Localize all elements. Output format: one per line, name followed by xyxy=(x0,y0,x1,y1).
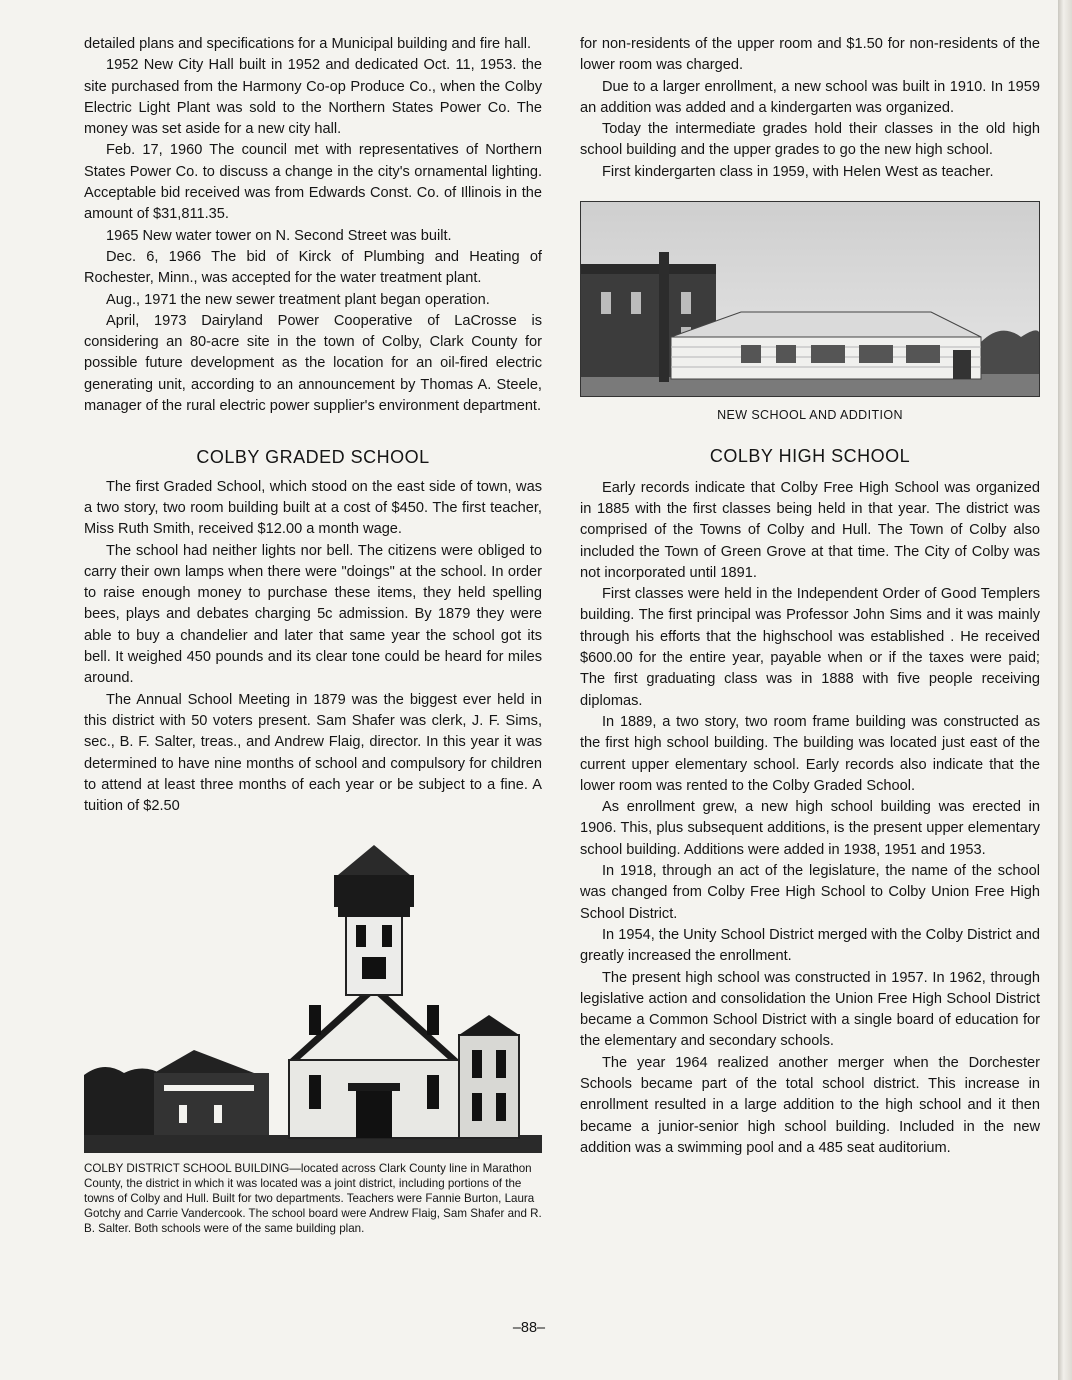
district-photo-caption: COLBY DISTRICT SCHOOL BUILDING—located across Clark County line in Marathon County, the district in which it was located was a joint district, including portions of the towns of Colby and Hull. Built for two departments. Teachers were Fannie Burton, Laura Gotchy and Carrie Vandercook. The school board were Andrew Flaig, Sam Shafer and R. B. Salter. Both schools were of the same building plan. xyxy=(84,1162,542,1236)
body-paragraph: 1965 New water tower on N. Second Street was built. xyxy=(106,227,452,244)
body-paragraph: First classes were held in the Independent Order of Good Templers building. The first principal was Professor John Sims and it was mainly through his efforts that the highschool was established . He received $600.00 for the entire year, payable when or if the taxes were paid; The first graduating class was in 1888 with five people receiving diplomas. xyxy=(580,586,1040,709)
body-paragraph: Dec. 6, 1966 The bid of Kirck of Plumbing and Heating of Rochester, Minn., was accepted for the water treatment plant. xyxy=(84,248,542,287)
body-paragraph: The year 1964 realized another merger when the Dorchester Schools became part of the total school district. This increase in enrollment resulted in a large addition to the high school and it then became a junior-senior high school building. Included in the new addition was a swimming pool and a 485 seat auditorium. xyxy=(580,1054,1040,1156)
body-paragraph: April, 1973 Dairyland Power Cooperative of LaCrosse is considering an 80-acre site in the town of Colby, Clark County for possible future development as the location for an oil-fired electric generating unit, according to an announcement by Thomas A. Steele, manager of the rural electric power supplier's environment department. xyxy=(84,312,542,415)
body-paragraph: The first Graded School, which stood on the east side of town, was a two story, two room building built at a cost of $450. The first teacher, Miss Ruth Smith, received $12.00 a month wage. xyxy=(84,478,542,538)
body-paragraph: 1952 New City Hall built in 1952 and dedicated Oct. 11, 1953. the site purchased from the Harmony Co-op Produce Co., when the Colby Electric Light Plant was sold to the Northern States Power Co. The money was set aside for a new city hall. xyxy=(84,57,542,138)
new-school-photo-caption: NEW SCHOOL AND ADDITION xyxy=(717,408,903,423)
body-paragraph: Aug., 1971 the new sewer treatment plant began operation. xyxy=(106,291,490,308)
body-paragraph: As enrollment grew, a new high school building was erected in 1906. This, plus subsequent additions, is the present upper elementary school building. Additions were added in 1938, 1951 and 1953. xyxy=(580,799,1040,858)
new-school-photo xyxy=(580,201,1040,397)
body-paragraph: Feb. 17, 1960 The council met with representatives of Northern States Power Co. to discuss a change in the city's ornamental lighting. Acceptable bid received was from Edwards Const. Co. of Illinois in the amount of $31,811.35. xyxy=(84,142,542,223)
body-paragraph: Early records indicate that Colby Free High School was organized in 1885 with the first classes being held in that year. The district was comprised of the Towns of Colby and Hull. The Town of Colby also included the Town of Green Grove at that time. The City of Colby was not incorporated until 1891. xyxy=(580,479,1040,581)
body-paragraph: The Annual School Meeting in 1879 was the biggest ever held in this district with 50 voters present. Sam Shafer was clerk, J. F. Sims, sec., B. F. Salter, treas., and Andrew Flaig, director. In this year it was determined to have nine months of school and compulsory for children to attend at least three months of each year or be subject to a fine. A tuition of $2.50 xyxy=(84,691,542,815)
body-paragraph: First kindergarten class in 1959, with Helen West as teacher. xyxy=(602,163,994,180)
body-paragraph: Due to a larger enrollment, a new school was built in 1910. In 1959 an addition was added and a kindergarten was organized. xyxy=(580,78,1040,116)
body-paragraph: detailed plans and specifications for a Municipal building and fire hall. xyxy=(84,36,532,52)
left-column xyxy=(84,34,542,1236)
page-number: –88– xyxy=(512,1320,546,1336)
body-paragraph: for non-residents of the upper room and $1.50 for non-residents of the lower room was charged. xyxy=(580,36,1040,74)
body-paragraph: The present high school was constructed in 1957. In 1962, through legislative action and consolidation the Union Free High School District became a Common School District with a single board of education for the elementary and secondary schools. xyxy=(580,969,1040,1050)
body-paragraph: In 1889, a two story, two room frame building was constructed as the first high school building. The building was located just east of the current upper elementary school. Early records also indicate that the lower room was rented to the Colby Graded School. xyxy=(580,713,1040,794)
body-paragraph: In 1954, the Unity School District merged with the Colby District and greatly increased the enrollment. xyxy=(580,926,1041,965)
district-school-photo xyxy=(84,835,542,1153)
section-title-graded-school: COLBY GRADED SCHOOL xyxy=(196,447,430,468)
body-paragraph: Today the intermediate grades hold their classes in the old high school building and the upper grades to go the new high school. xyxy=(580,121,1040,159)
section-title-high-school: COLBY HIGH SCHOOL xyxy=(709,446,911,467)
page-edge xyxy=(1058,0,1072,1380)
body-paragraph: The school had neither lights nor bell. The citizens were obliged to carry their own lamps when there were "doings" at the school. In order to raise enough money to purchase these items, they held spelling bees, plays and debates charging 5c admission. By 1879 they were able to buy a chandelier and later that same year the school got its bell. It weighed 450 pounds and its clear tone could be heard for miles around. xyxy=(84,542,542,687)
right-column xyxy=(580,34,1040,1159)
body-paragraph: In 1918, through an act of the legislature, the name of the school was changed from Colby Free High School to Colby Union Free High School District. xyxy=(580,863,1040,922)
